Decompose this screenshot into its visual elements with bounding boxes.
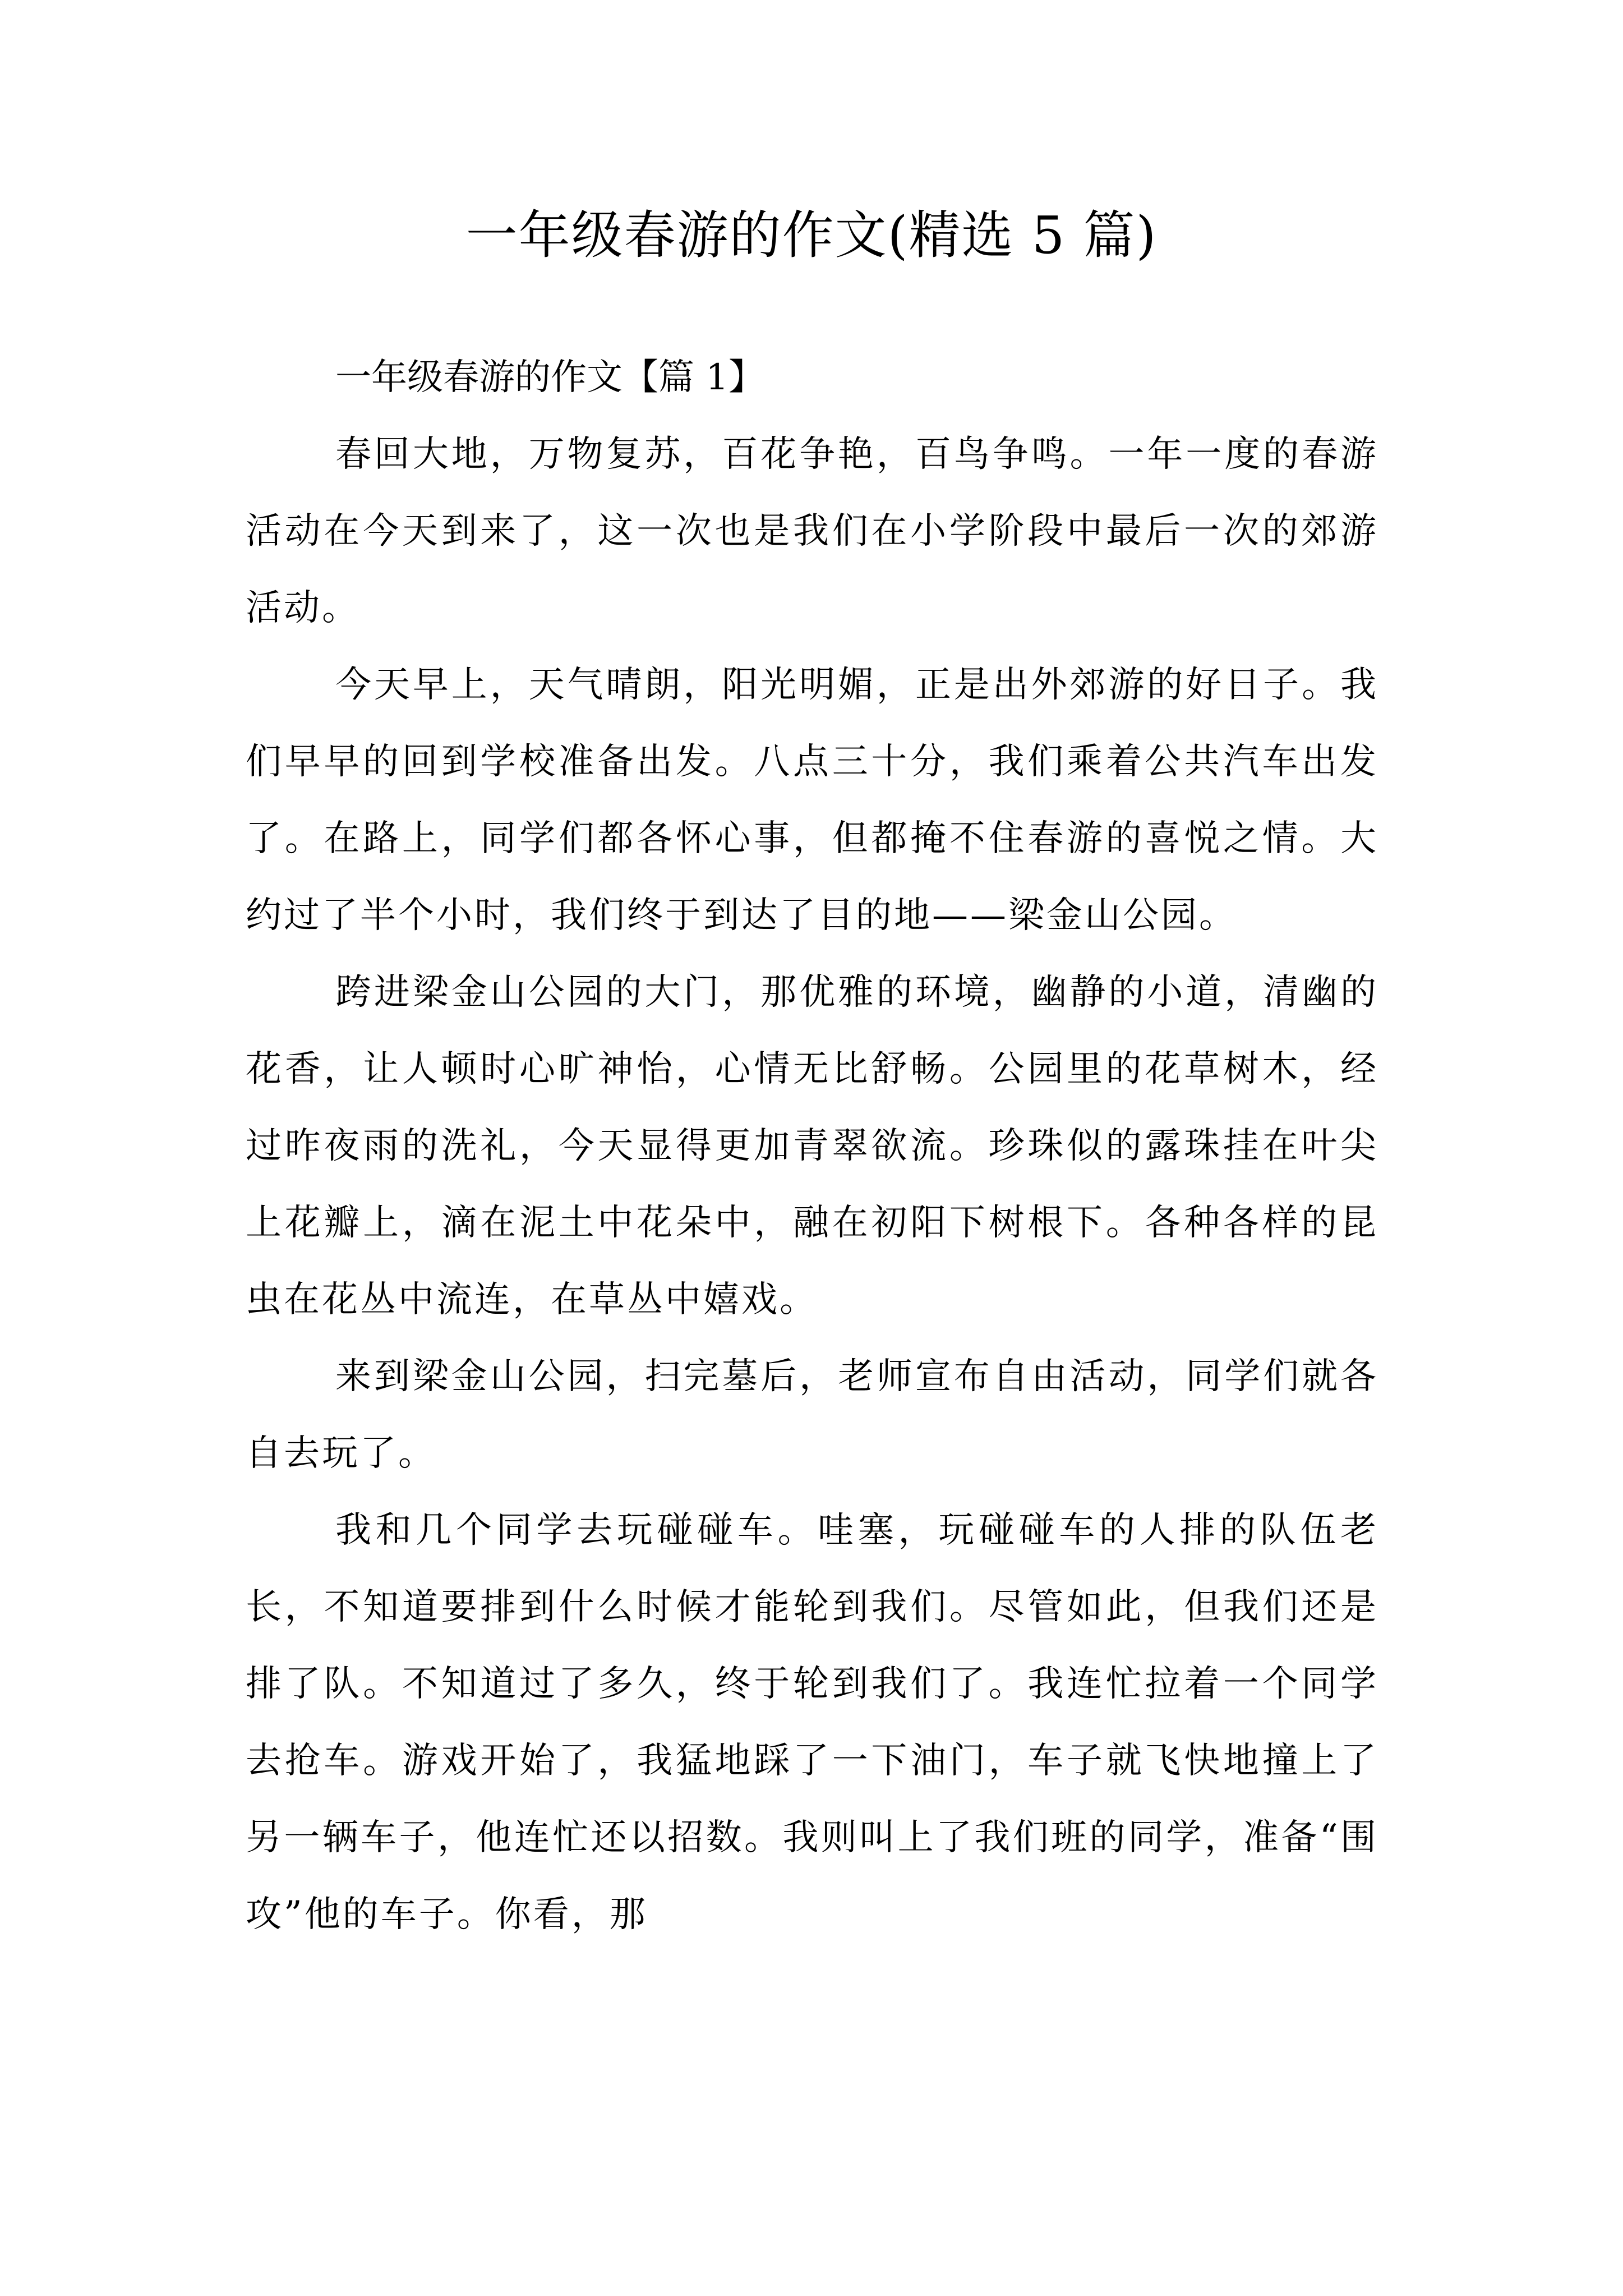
section-heading: 一年级春游的作文【篇 1】 [335, 357, 765, 398]
document-title: 一年级春游的作文(精选 5 篇) [465, 205, 1158, 265]
paragraph-4: 来到梁金山公园，扫完墓后，老师宣布自由活动，同学们就各自去玩了。 [246, 1356, 1378, 1474]
paragraph-1: 春回大地，万物复苏，百花争艳，百鸟争鸣。一年一度的春游活动在今天到来了，这一次也是我们在小学阶段中最后一次的郊游活动。 [246, 434, 1378, 629]
document-body [246, 339, 1378, 1953]
paragraph-2: 今天早上，天气晴朗，阳光明媚，正是出外郊游的好日子。我们早早的回到学校准备出发。八点三十分，我们乘着公共汽车出发了。在路上，同学们都各怀心事，但都掩不住春游的喜悦之情。大约过了半个小时，我们终于到达了目的地——梁金山公园。 [246, 664, 1378, 936]
paragraph-5: 我和几个同学去玩碰碰车。哇塞，玩碰碰车的人排的队伍老长，不知道要排到什么时候才能轮到我们。尽管如此，但我们还是排了队。不知道过了多久，终于轮到我们了。我连忙拉着一个同学去抢车。游戏开始了，我猛地踩了一下油门，车子就飞快地撞上了另一辆车子，他连忙还以招数。我则叫上了我们班的同学，准备“围攻”他的车子。你看，那 [246, 1510, 1378, 1935]
paragraph-3: 跨进梁金山公园的大门，那优雅的环境，幽静的小道，清幽的花香，让人顿时心旷神怡，心情无比舒畅。公园里的花草树木，经过昨夜雨的洗礼，今天显得更加青翠欲流。珍珠似的露珠挂在叶尖上花瓣上，滴在泥土中花朵中，融在初阳下树根下。各种各样的昆虫在花丛中流连，在草丛中嬉戏。 [246, 972, 1378, 1320]
